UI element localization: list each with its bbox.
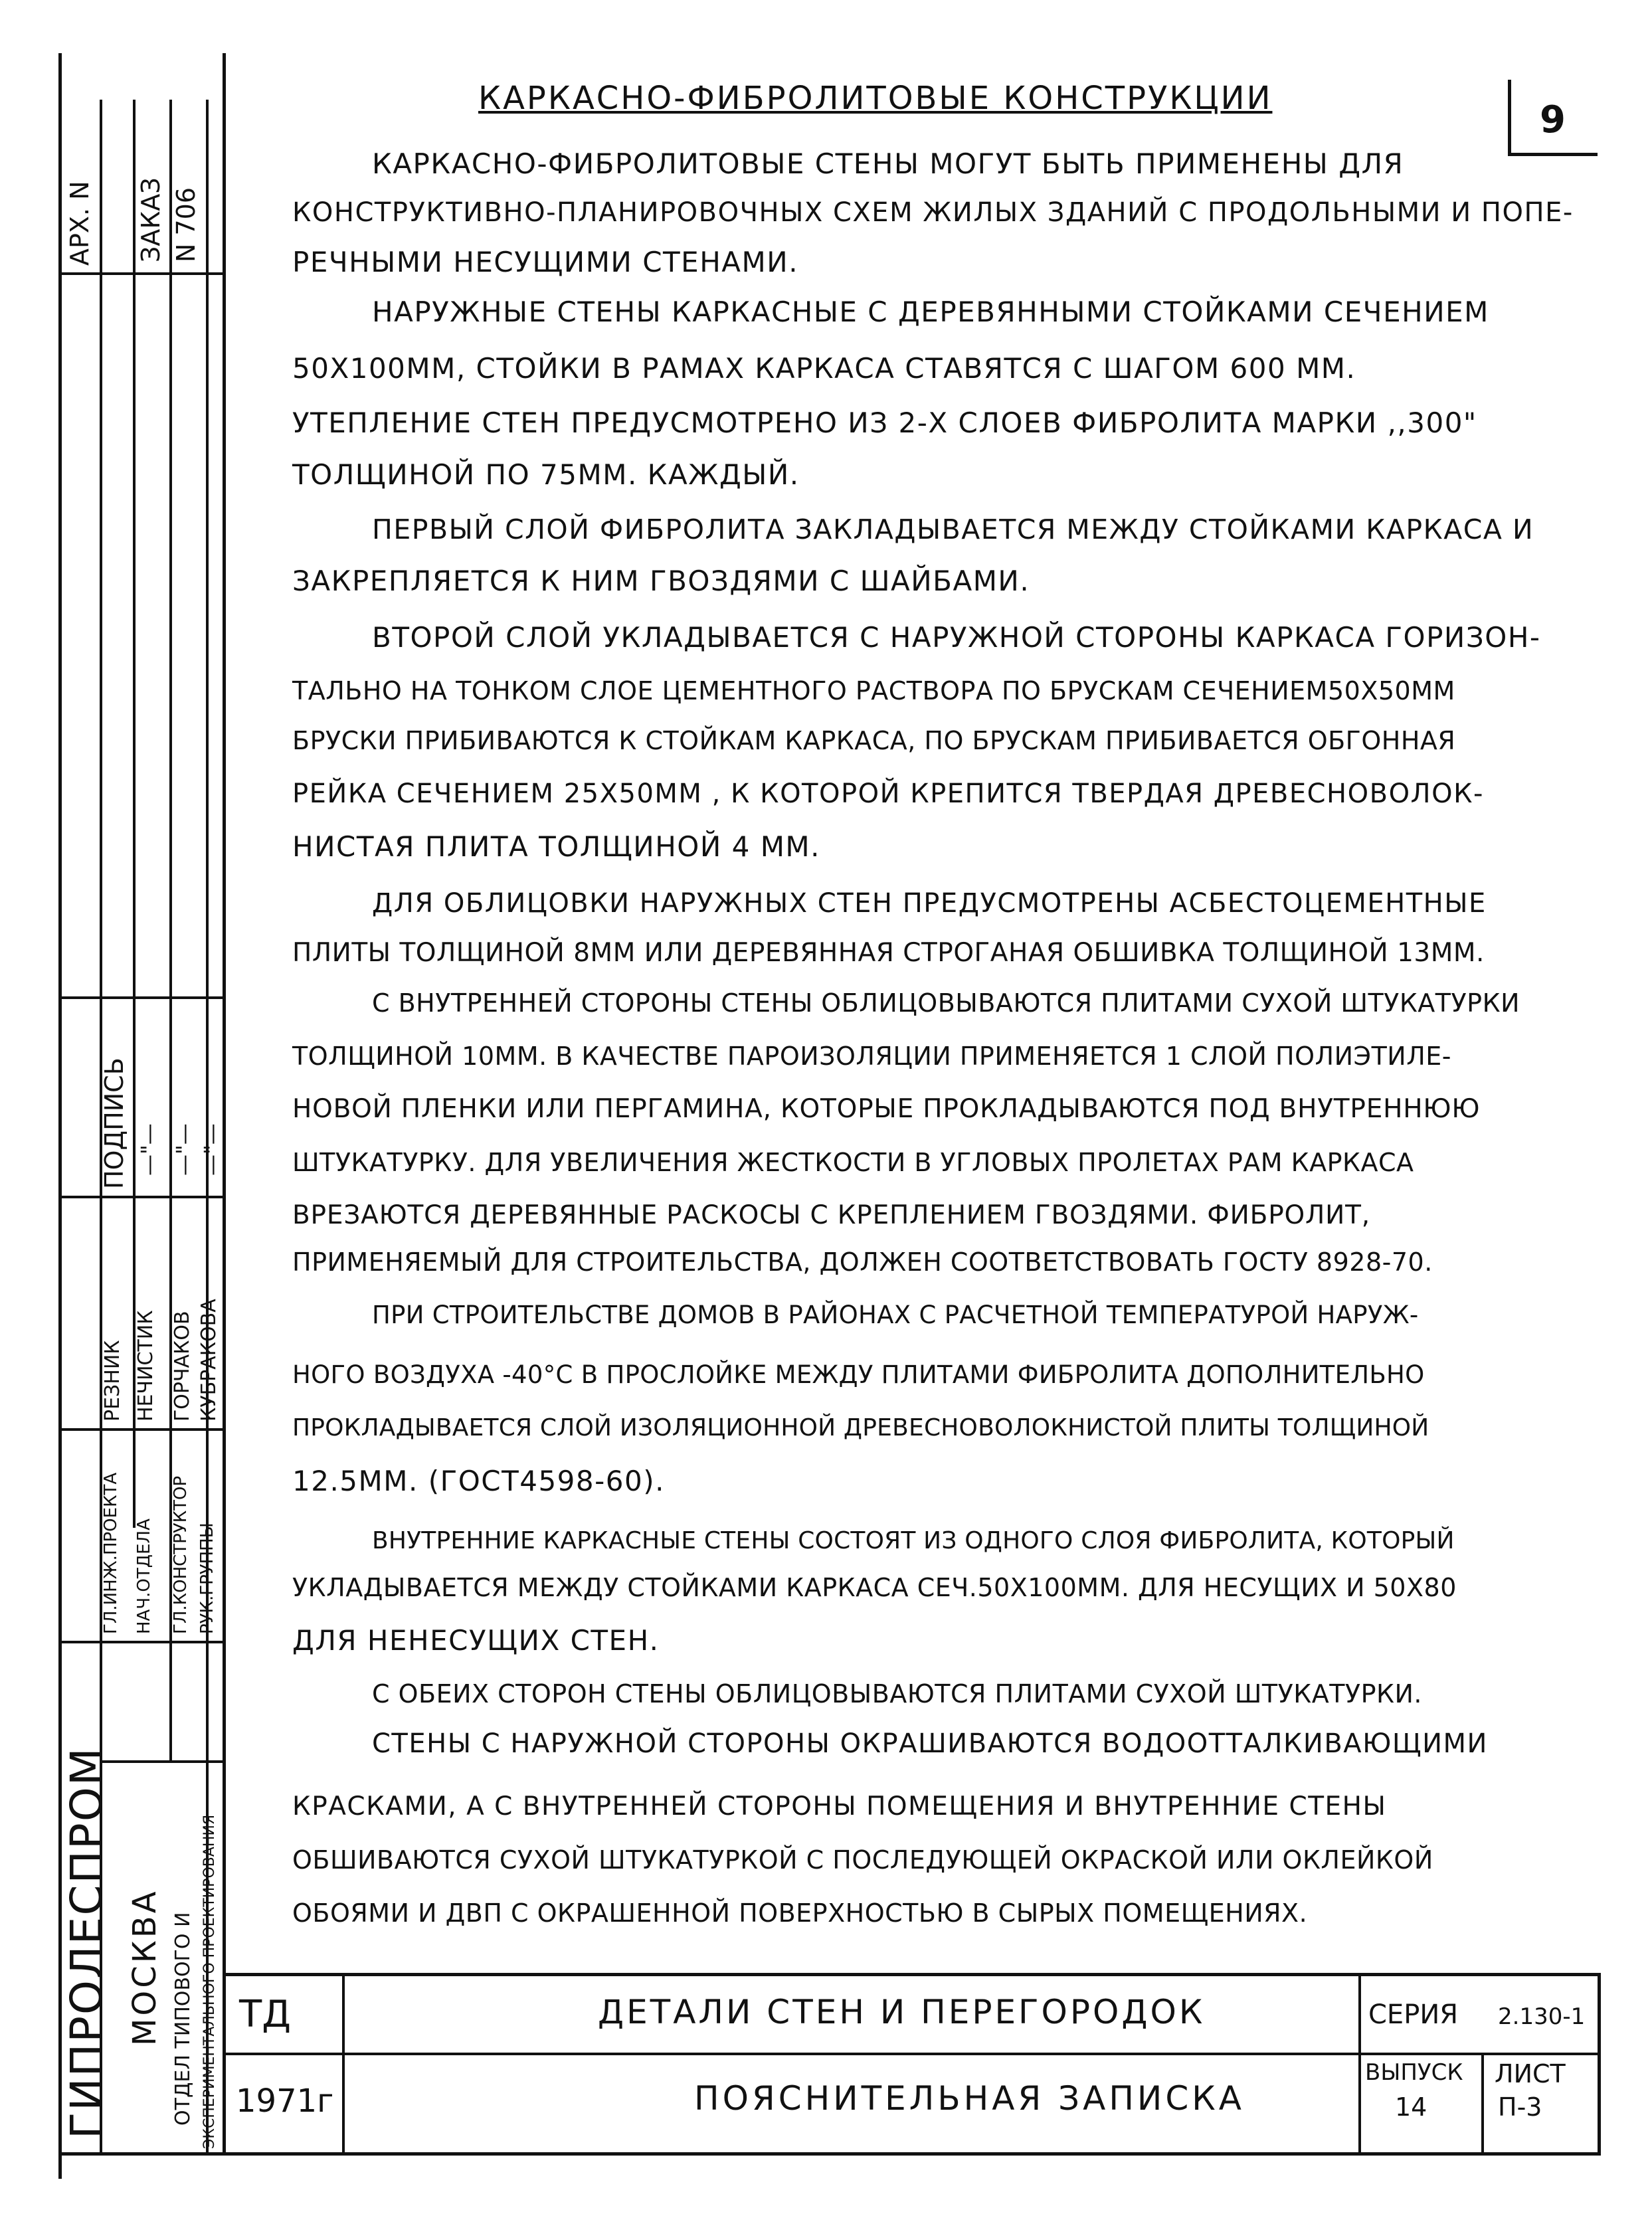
titleblock-year: 1971г [236, 2082, 334, 2120]
text-line: БРУСКИ ПРИБИВАЮТСЯ К СТОЙКАМ КАРКАСА, ПО БРУСКАМ ПРИБИВАЕТСЯ ОБГОННАЯ [292, 726, 1456, 755]
text-line: С ВНУТРЕННЕЙ СТОРОНЫ СТЕНЫ ОБЛИЦОВЫВАЮТСЯ ПЛИТАМИ СУХОЙ ШТУКАТУРКИ [372, 988, 1520, 1018]
titleblock-title: ДЕТАЛИ СТЕН И ПЕРЕГОРОДОК [598, 1993, 1206, 2031]
titleblock-middle [226, 2053, 1601, 2055]
margin-hline-3 [58, 1196, 225, 1198]
text-line: 50Х100ММ, СТОЙКИ В РАМАХ КАРКАСА СТАВЯТСЯ С ШАГОМ 600 ММ. [292, 352, 1356, 385]
text-line: УТЕПЛЕНИЕ СТЕН ПРЕДУСМОТРЕНО ИЗ 2-Х СЛОЕВ ФИБРОЛИТА МАРКИ ,,300" [292, 407, 1477, 439]
role-head-department: НАЧ.ОТДЕЛА [134, 1519, 154, 1634]
text-line: ЗАКРЕПЛЯЕТСЯ К НИМ ГВОЗДЯМИ С ШАЙБАМИ. [292, 565, 1030, 597]
text-line: СТЕНЫ С НАРУЖНОЙ СТОРОНЫ ОКРАШИВАЮТСЯ ВОДООТТАЛКИВАЮЩИМИ [372, 1728, 1488, 1759]
org-name: ГИПРОЛЕСПРОМ [61, 1746, 112, 2139]
signature-mark-2: —"— [171, 1123, 197, 1176]
text-line: ТАЛЬНО НА ТОНКОМ СЛОЕ ЦЕМЕНТНОГО РАСТВОРА ПО БРУСКАМ СЕЧЕНИЕМ50Х50ММ [292, 676, 1455, 705]
text-line: НАРУЖНЫЕ СТЕНЫ КАРКАСНЫЕ С ДЕРЕВЯННЫМИ СТОЙКАМИ СЕЧЕНИЕМ [372, 296, 1489, 328]
text-line: ПЕРВЫЙ СЛОЙ ФИБРОЛИТА ЗАКЛАДЫВАЕТСЯ МЕЖДУ СТОЙКАМИ КАРКАСА И [372, 513, 1534, 545]
frame-right [1598, 1973, 1601, 2156]
text-line: КОНСТРУКТИВНО-ПЛАНИРОВОЧНЫХ СХЕМ ЖИЛЫХ ЗДАНИЙ С ПРОДОЛЬНЫМИ И ПОПЕ- [292, 197, 1574, 228]
text-line: ДЛЯ НЕНЕСУЩИХ СТЕН. [292, 1624, 660, 1657]
org-department: ОТДЕЛ ТИПОВОГО И [171, 1912, 195, 2126]
text-line: ОБШИВАЮТСЯ СУХОЙ ШТУКАТУРКОЙ С ПОСЛЕДУЮЩЕЙ ОКРАСКОЙ ИЛИ ОКЛЕЙКОЙ [292, 1845, 1433, 1875]
frame-bottom [58, 2152, 1600, 2156]
titleblock-code: ТД [239, 1993, 291, 2036]
titleblock-series-label: СЕРИЯ [1368, 1999, 1459, 2030]
sheet-number: 9 [1540, 98, 1566, 141]
text-line: ПЛИТЫ ТОЛЩИНОЙ 8ММ ИЛИ ДЕРЕВЯННАЯ СТРОГАНАЯ ОБШИВКА ТОЛЩИНОЙ 13ММ. [292, 938, 1485, 968]
text-line: НОВОЙ ПЛЕНКИ ИЛИ ПЕРГАМИНА, КОТОРЫЕ ПРОКЛАДЫВАЮТСЯ ПОД ВНУТРЕННЮЮ [292, 1094, 1481, 1124]
name-kubrakova: КУБРАКОВА [197, 1299, 221, 1422]
archive-label: АРХ. N [65, 181, 94, 266]
role-group-leader: РУК.ГРУППЫ [197, 1523, 217, 1634]
text-line: РЕЧНЫМИ НЕСУЩИМИ СТЕНАМИ. [292, 246, 799, 278]
name-reznik: РЕЗНИК [101, 1340, 124, 1422]
text-line: НОГО ВОЗДУХА -40°С В ПРОСЛОЙКЕ МЕЖДУ ПЛИТАМИ ФИБРОЛИТА ДОПОЛНИТЕЛЬНО [292, 1360, 1425, 1389]
titleblock-col-1 [342, 1973, 345, 2152]
order-number: N 706 [171, 187, 201, 262]
name-nechistik: НЕЧИСТИК [134, 1310, 157, 1422]
text-line: ТОЛЩИНОЙ ПО 75ММ. КАЖДЫЙ. [292, 458, 800, 491]
titleblock-sheet-value: П-3 [1498, 2092, 1542, 2122]
text-line: ПРИ СТРОИТЕЛЬСТВЕ ДОМОВ В РАЙОНАХ С РАСЧЕТНОЙ ТЕМПЕРАТУРОЙ НАРУЖ- [372, 1301, 1419, 1329]
page-heading: КАРКАСНО-ФИБРОЛИТОВЫЕ КОНСТРУКЦИИ [478, 80, 1273, 117]
signature-mark-3: —"— [199, 1123, 225, 1176]
text-line: КРАСКАМИ, А С ВНУТРЕННЕЙ СТОРОНЫ ПОМЕЩЕНИЯ И ВНУТРЕННИЕ СТЕНЫ [292, 1792, 1387, 1821]
text-line: КАРКАСНО-ФИБРОЛИТОВЫЕ СТЕНЫ МОГУТ БЫТЬ ПРИМЕНЕНЫ ДЛЯ [372, 147, 1404, 180]
text-line: РЕЙКА СЕЧЕНИЕМ 25Х50ММ , К КОТОРОЙ КРЕПИТСЯ ТВЕРДАЯ ДРЕВЕСНОВОЛОК- [292, 779, 1484, 809]
text-line: НИСТАЯ ПЛИТА ТОЛЩИНОЙ 4 ММ. [292, 830, 821, 863]
margin-hline-4 [58, 1428, 225, 1431]
margin-hline-6 [100, 1760, 226, 1763]
text-line: ВТОРОЙ СЛОЙ УКЛАДЫВАЕТСЯ С НАРУЖНОЙ СТОРОНЫ КАРКАСА ГОРИЗОН- [372, 621, 1541, 654]
text-line: ПРОКЛАДЫВАЕТСЯ СЛОЙ ИЗОЛЯЦИОННОЙ ДРЕВЕСНОВОЛОКНИСТОЙ ПЛИТЫ ТОЛЩИНОЙ [292, 1414, 1429, 1441]
order-label: ЗАКАЗ [136, 177, 165, 262]
text-line: С ОБЕИХ СТОРОН СТЕНЫ ОБЛИЦОВЫВАЮТСЯ ПЛИТАМИ СУХОЙ ШТУКАТУРКИ. [372, 1679, 1422, 1708]
text-line: ШТУКАТУРКУ. ДЛЯ УВЕЛИЧЕНИЯ ЖЕСТКОСТИ В УГЛОВЫХ ПРОЛЕТАХ РАМ КАРКАСА [292, 1148, 1414, 1177]
text-line: ВНУТРЕННИЕ КАРКАСНЫЕ СТЕНЫ СОСТОЯТ ИЗ ОДНОГО СЛОЯ ФИБРОЛИТА, КОТОРЫЙ [372, 1527, 1455, 1554]
titleblock-sheet-label: ЛИСТ [1495, 2059, 1566, 2088]
titleblock-col-2 [1358, 1973, 1361, 2152]
text-line: УКЛАДЫВАЕТСЯ МЕЖДУ СТОЙКАМИ КАРКАСА СЕЧ.50Х100ММ. ДЛЯ НЕСУЩИХ И 50Х80 [292, 1573, 1457, 1602]
signature-label: ПОДПИСЬ [100, 1058, 129, 1189]
titleblock-col-3 [1481, 2053, 1484, 2152]
text-line: ТОЛЩИНОЙ 10ММ. В КАЧЕСТВЕ ПАРОИЗОЛЯЦИИ ПРИМЕНЯЕТСЯ 1 СЛОЙ ПОЛИЭТИЛЕ- [292, 1042, 1452, 1071]
titleblock-issue-label: ВЫПУСК [1365, 2059, 1463, 2086]
margin-hline-1 [58, 272, 225, 275]
margin-hline-2 [58, 996, 225, 999]
text-line: ПРИМЕНЯЕМЫЙ ДЛЯ СТРОИТЕЛЬСТВА, ДОЛЖЕН СООТВЕТСТВОВАТЬ ГОСТУ 8928-70. [292, 1247, 1433, 1277]
text-line: ДЛЯ ОБЛИЦОВКИ НАРУЖНЫХ СТЕН ПРЕДУСМОТРЕНЫ АСБЕСТОЦЕМЕНТНЫЕ [372, 888, 1487, 919]
text-line: ОБОЯМИ И ДВП С ОКРАШЕННОЙ ПОВЕРХНОСТЬЮ В СЫРЫХ ПОМЕЩЕНИЯХ. [292, 1898, 1308, 1928]
role-chief-designer: ГЛ.КОНСТРУКТОР [171, 1475, 191, 1634]
margin-hline-5 [58, 1641, 225, 1643]
signature-mark-1: —"— [136, 1123, 161, 1176]
titleblock-series-value: 2.130-1 [1498, 2003, 1586, 2030]
role-chief-engineer: ГЛ.ИНЖ.ПРОЕКТА [101, 1472, 121, 1634]
name-gorchakov: ГОРЧАКОВ [171, 1311, 194, 1422]
org-department-experimental: ЭКСПЕРИМЕНТАЛЬНОГО ПРОЕКТИРОВАНИЯ [201, 1814, 218, 2149]
frame-inner-left [223, 53, 226, 2152]
titleblock-subtitle: ПОЯСНИТЕЛЬНАЯ ЗАПИСКА [694, 2079, 1245, 2118]
titleblock-issue-value: 14 [1395, 2092, 1427, 2122]
text-line: ВРЕЗАЮТСЯ ДЕРЕВЯННЫЕ РАСКОСЫ С КРЕПЛЕНИЕМ ГВОЗДЯМИ. ФИБРОЛИТ, [292, 1200, 1370, 1230]
text-line: 12.5ММ. (ГОСТ4598-60). [292, 1465, 665, 1497]
org-city: МОСКВА [126, 1889, 163, 2046]
titleblock-top [226, 1973, 1601, 1976]
